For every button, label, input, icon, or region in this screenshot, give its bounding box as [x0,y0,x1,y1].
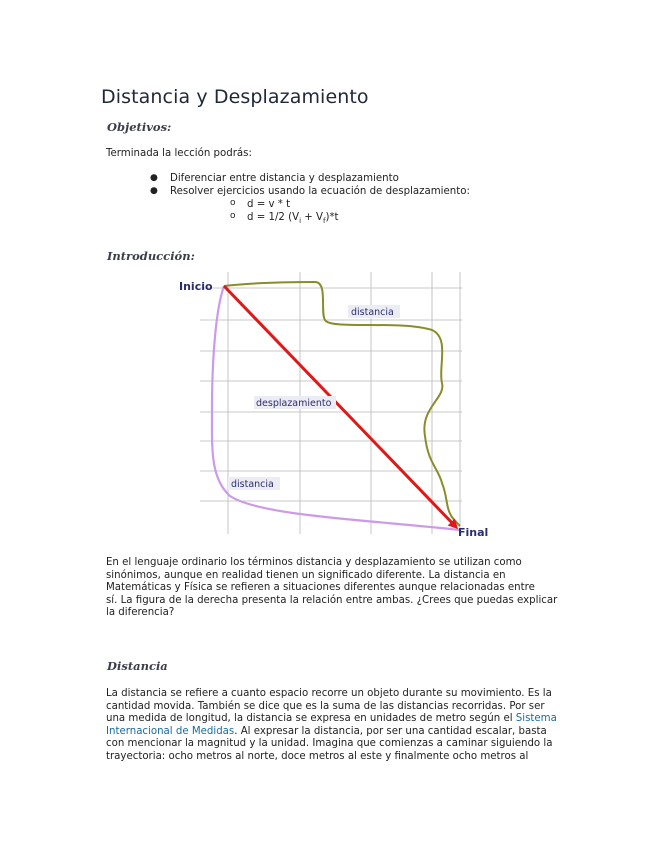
equation-text: d = v * t [247,199,291,210]
sistema-link-continued[interactable]: Internacional de Medidas [106,725,235,737]
label-inicio: Inicio [179,280,213,293]
circle-bullet-icon: o [230,211,236,221]
bullet-text: Diferenciar entre distancia y desplazamiento [170,173,399,184]
label-final: Final [458,526,489,539]
distance-displacement-diagram [170,268,500,548]
label-desplazamiento: desplazamiento [256,398,332,409]
label-distancia-top: distancia [351,307,394,318]
page-title: Distancia y Desplazamiento [101,86,369,108]
equation-text: d = 1/2 $(V_i + V_f)*t$ [247,212,339,226]
objectives-heading: Objetivos: [107,120,172,134]
introduction-paragraph: En el lenguaje ordinario los términos distancia y desplazamiento se utilizan como sinónimos, aunque en realidad tienen un significado diferente. La distancia en Matemáticas y Física se refieren a situaciones diferentes aunque relacionadas entre sí. La figura de la derecha presenta la relación entre ambas. ¿Crees que puedas explicar la diferencia? [106,557,558,619]
objectives-intro: Terminada la lección podrás: [106,148,252,159]
circle-bullet-icon: o [230,198,236,208]
label-distancia-bottom: distancia [231,479,274,490]
distance-paragraph: La distancia se refiere a cuanto espacio recorre un objeto durante su movimiento. Es la cantidad movida. También se dice que es la suma de las distancias recorridas. Por ser una medida de longitud, la distancia se expresa en unidades de metro según el Sistema Internacional de Medidas. Al expresar la distancia, por ser una cantidad escalar, basta con mencionar la magnitud y la unidad. Imagina que comienzas a caminar siguiendo la trayectoria: ocho metros al norte, doce metros al este y finalmente ocho metros al [106,688,557,762]
bullet-text: Resolver ejercicios usando la ecuación de desplazamiento: [170,186,470,197]
sistema-link[interactable]: Sistema [515,713,557,725]
bullet-icon: ● [150,186,158,196]
bullet-icon: ● [150,173,158,183]
introduction-heading: Introducción: [107,249,195,263]
distance-heading: Distancia [107,659,168,673]
